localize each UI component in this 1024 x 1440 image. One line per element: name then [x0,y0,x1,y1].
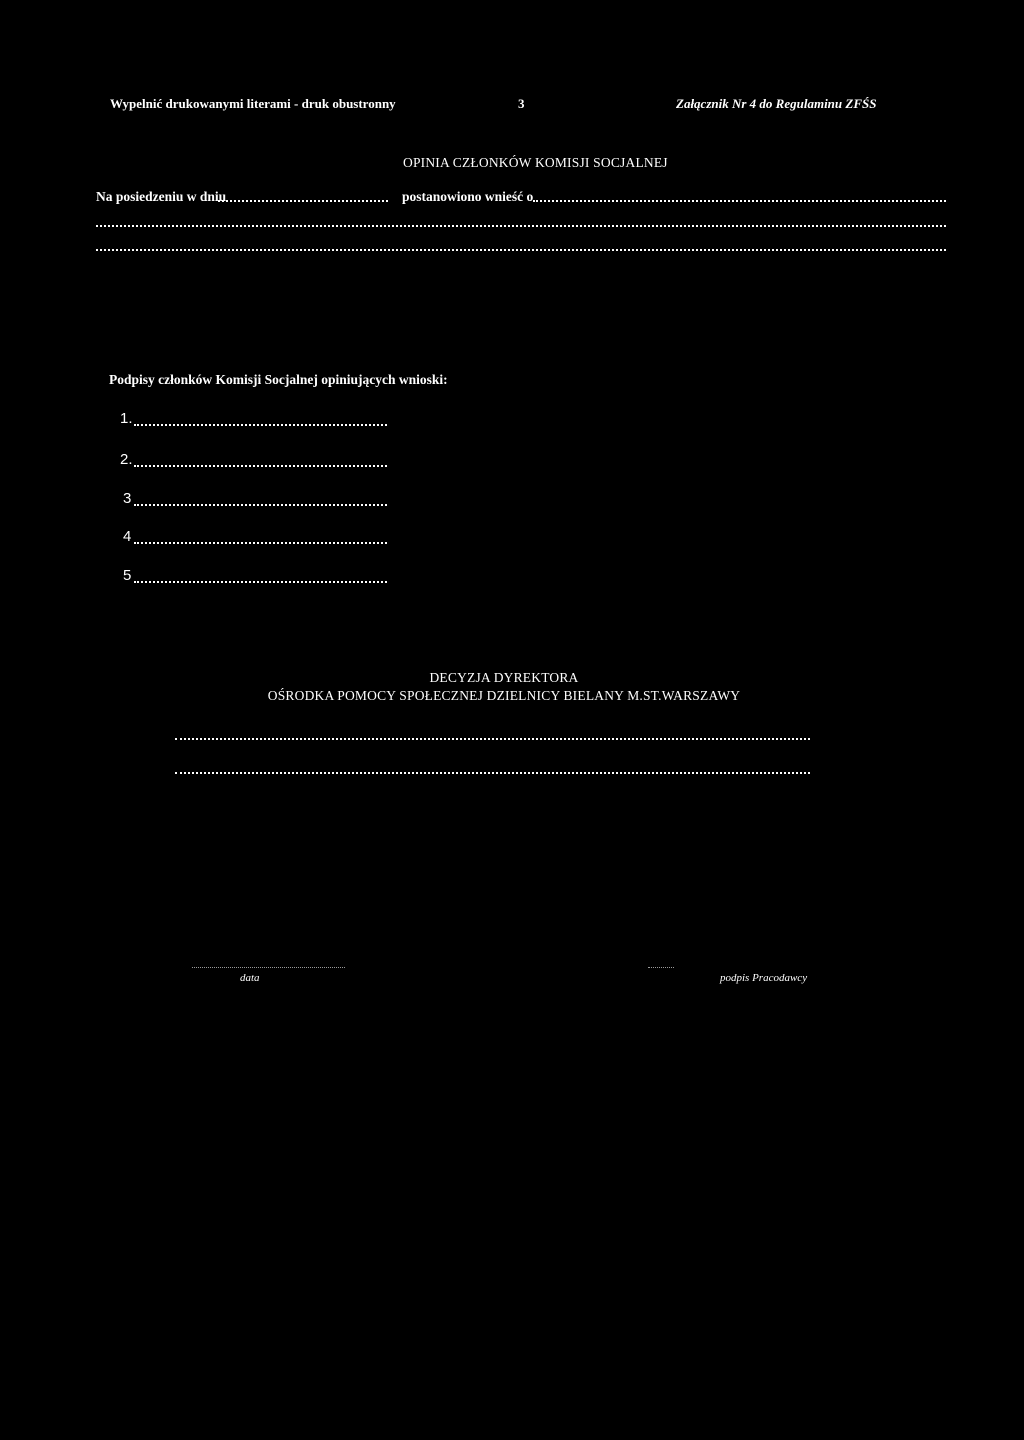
meeting-date-field[interactable] [218,200,388,202]
decision-line-1[interactable] [175,738,810,740]
signature-line-3[interactable] [134,504,387,506]
signature-number-3: 3 [123,490,132,507]
decision-request-label: postanowiono wnieść o [402,189,534,204]
date-label: data [240,972,260,984]
decision-request-field[interactable] [533,200,946,202]
signature-number-1: 1. [120,410,133,427]
signature-number-5: 5 [123,567,132,584]
date-field[interactable] [192,967,345,968]
signature-number-2: 2. [120,451,133,468]
signature-line-5[interactable] [134,581,387,583]
employer-signature-field[interactable] [648,967,674,968]
meeting-date-label: Na posiedzeniu w dniu [96,189,227,204]
form-instruction: Wypelnić drukowanymi literami - druk obustronny [110,96,396,111]
opinion-title: OPINIA CZŁONKÓW KOMISJI SOCJALNEJ [403,155,668,170]
page-number: 3 [518,96,525,111]
attachment-label: Załącznik Nr 4 do Regulaminu ZFŚS [676,96,877,111]
signatures-label: Podpisy członków Komisji Socjalnej opiniujących wnioski: [109,372,448,387]
decision-title-line-2: OŚRODKA POMOCY SPOŁECZNEJ DZIELNICY BIELANY M.ST.WARSZAWY [267,688,741,703]
signature-line-1[interactable] [134,424,387,426]
decision-request-line-3[interactable] [96,249,946,251]
signature-line-2[interactable] [134,465,387,467]
decision-line-2[interactable] [175,772,810,774]
decision-request-line-2[interactable] [96,225,946,227]
signature-line-4[interactable] [134,542,387,544]
decision-title-line-1: DECYZJA DYREKTORA [429,670,579,685]
employer-signature-label: podpis Pracodawcy [720,972,808,984]
signature-number-4: 4 [123,528,132,545]
